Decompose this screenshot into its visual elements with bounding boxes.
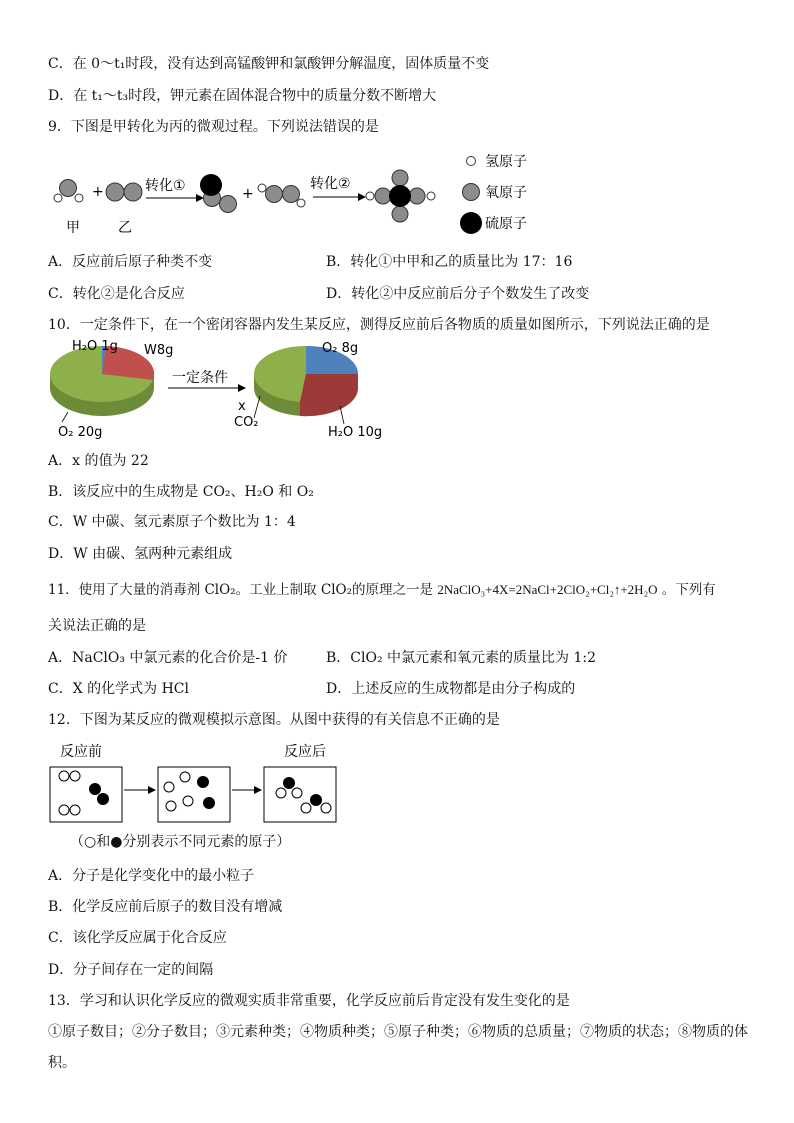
q9-option-b: B．转化①中甲和乙的质量比为 17：16 — [326, 254, 573, 270]
q9-option-d: D．转化②中反应前后分子个数发生了改变 — [326, 286, 590, 302]
plus-sign: + — [92, 184, 104, 200]
q12-option-b: B．化学反应前后原子的数目没有增减 — [48, 899, 283, 915]
condition-label: 一定条件 — [172, 370, 228, 386]
molecule-yi — [106, 183, 142, 201]
after-label: 反应后 — [284, 744, 326, 760]
q11-equation: 2NaClO₃+4X=2NaCl+2ClO₂+Cl₂↑+2H₂O — [437, 582, 658, 597]
q11-option-b: B．ClO₂ 中氯元素和氧元素的质量比为 1:2 — [326, 650, 596, 666]
q10-option-a: A．x 的值为 22 — [48, 453, 149, 469]
legend-sulfur: 硫原子 — [485, 216, 527, 232]
q11-stem-b: 。下列有 — [661, 582, 716, 598]
legend-hydrogen: 氢原子 — [485, 154, 527, 170]
q10-option-c: C．W 中碳、氢元素原子个数比为 1：4 — [48, 514, 296, 530]
legend-oxygen: 氧原子 — [485, 185, 527, 201]
box-middle — [158, 767, 230, 822]
before-o2-label: O₂ 20g — [58, 425, 103, 440]
molecule-h2o2 — [258, 184, 305, 207]
hydrogen-atom-icon — [467, 157, 476, 166]
after-h2o-label: H₂O 10g — [328, 425, 383, 440]
arrow-right-icon — [358, 193, 366, 201]
oxygen-atom-icon — [463, 184, 480, 201]
after-o2-label: O₂ 8g — [322, 341, 359, 356]
sulfur-atom-icon — [460, 212, 482, 234]
q12-caption: （○和●分别表示不同元素的原子） — [70, 834, 291, 850]
molecule-h2so4 — [366, 170, 435, 222]
q8-option-c: C．在 0～t₁时段，没有达到高锰酸钾和氯酸钾分解温度，固体质量不变 — [48, 56, 490, 72]
q12-option-d: D．分子间存在一定的间隔 — [48, 962, 214, 978]
arrow-right-icon — [196, 194, 204, 202]
after-x-label: x — [238, 399, 246, 414]
arrow-right-icon — [238, 384, 246, 392]
q11-stem-line2: 关说法正确的是 — [48, 618, 146, 634]
q11-option-c: C．X 的化学式为 HCl — [48, 681, 189, 697]
after-co2-label: CO₂ — [234, 415, 259, 430]
legend — [460, 154, 527, 234]
q9-option-a: A．反应前后原子种类不变 — [48, 254, 213, 270]
label-yi: 乙 — [118, 220, 132, 236]
molecule-jia — [54, 180, 83, 203]
before-w-label: W8g — [144, 343, 174, 358]
q10-option-b: B．该反应中的生成物是 CO₂、H₂O 和 O₂ — [48, 484, 314, 500]
q12-stem: 12．下图为某反应的微观模拟示意图。从图中获得的有关信息不正确的是 — [48, 712, 500, 728]
q13-items: ①原子数目；②分子数目；③元素种类；④物质种类；⑤原子种类；⑥物质的总质量；⑦物质的状态；⑧物质的体 — [48, 1024, 748, 1040]
q10-stem: 10．一定条件下，在一个密闭容器内发生某反应，测得反应前后各物质的质量如图所示，下列说法正确的是 — [48, 317, 710, 333]
q9-molecular-diagram — [48, 148, 568, 240]
arrow2-label: 转化② — [310, 176, 351, 192]
q9-option-c: C．转化②是化合反应 — [48, 286, 185, 302]
pie-before — [50, 346, 154, 416]
q9-stem: 9．下图是甲转化为丙的微观过程。下列说法错误的是 — [48, 119, 379, 135]
arrow-right-icon — [254, 786, 262, 794]
q13-stem: 13．学习和认识化学反应的微观实质非常重要，化学反应前后肯定没有发生变化的是 — [48, 993, 570, 1009]
q13-items-cont: 积。 — [48, 1055, 76, 1071]
before-h2o-label: H₂O 1g — [72, 339, 118, 354]
q11-option-a: A．NaClO₃ 中氯元素的化合价是-1 价 — [48, 650, 288, 666]
label-jia: 甲 — [66, 220, 80, 236]
arrow1-label: 转化① — [145, 178, 186, 194]
pie-after — [254, 346, 358, 416]
molecule-so2 — [200, 174, 237, 213]
q11-stem — [48, 580, 716, 600]
q12-reaction-diagram — [48, 738, 348, 826]
q10-option-d: D．W 由碳、氢两种元素组成 — [48, 546, 233, 562]
q10-pie-diagram — [48, 336, 388, 442]
q8-option-d: D．在 t₁～t₃时段，钾元素在固体混合物中的质量分数不断增大 — [48, 88, 437, 104]
q12-option-a: A．分子是化学变化中的最小粒子 — [48, 868, 255, 884]
q11-stem-a: 11．使用了大量的消毒剂 ClO₂。工业上制取 ClO₂的原理之一是 — [48, 582, 434, 598]
before-label: 反应前 — [60, 744, 102, 760]
arrow-right-icon — [148, 786, 156, 794]
q11-option-d: D．上述反应的生成物都是由分子构成的 — [326, 681, 576, 697]
plus-sign-2: + — [242, 186, 254, 202]
q12-option-c: C．该化学反应属于化合反应 — [48, 930, 227, 946]
